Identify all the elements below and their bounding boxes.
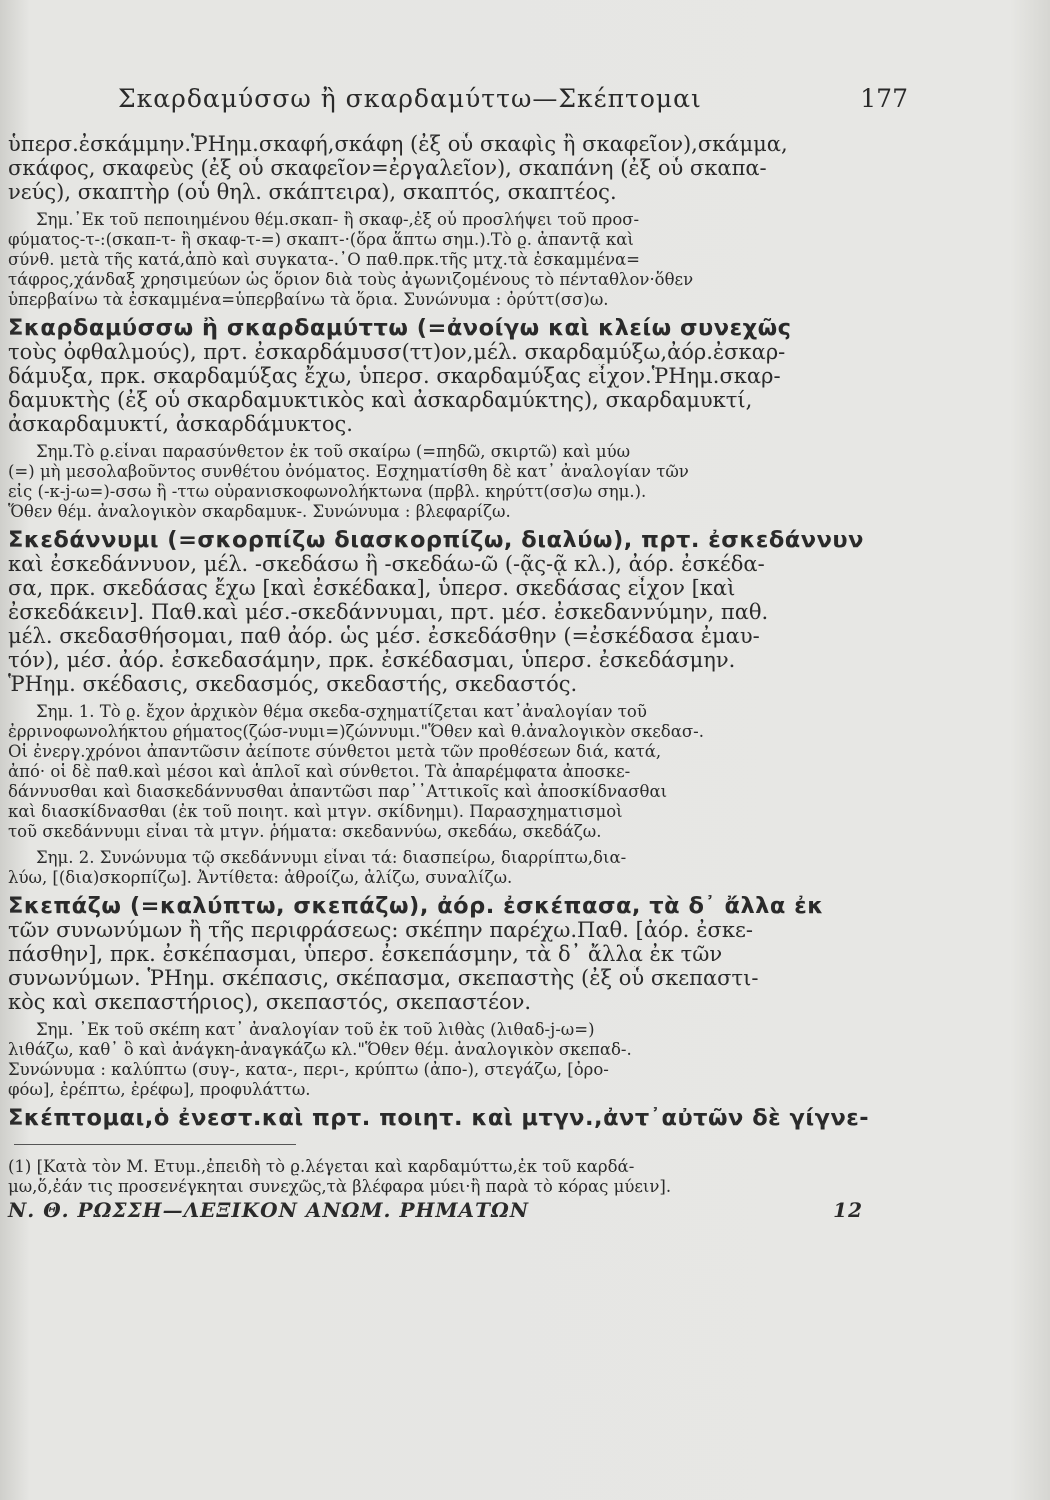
- text-line: κὸς καὶ σκεπαστήριος), σκεπαστός, σκεπαστέον.: [8, 990, 532, 1014]
- note-line: λύω, [(δια)σκορπίζω]. Ἀντίθετα: ἀθροίζω, ἀλίζω, συναλίζω.: [8, 868, 513, 887]
- note-line: Σημ. 2. Συνώνυμα τῷ σκεδάννυμι εἶναι τά: διασπείρω, διαρρίπτω,δια-: [36, 848, 627, 867]
- text-line: νεύς), σκαπτὴρ (οὗ θηλ. σκάπτειρα), σκαπτός, σκαπτέος.: [8, 180, 617, 204]
- page-header: [118, 84, 908, 113]
- note-line: φόω], ἐρέπτω, ἐρέφω], προφυλάττω.: [8, 1080, 311, 1099]
- page-number: 177: [860, 84, 908, 113]
- note-line: Σημ.᾽Εκ τοῦ πεποιημένου θέμ.σκαπ- ἢ σκαφ-,ἐξ οὗ προσλήψει τοῦ προσ-: [36, 210, 640, 229]
- text-line: συνωνύμων. ῬΗημ. σκέπασις, σκέπασμα, σκεπαστὴς (ἐξ οὗ σκεπαστι-: [8, 966, 759, 990]
- text-line: δάμυξα, πρκ. σκαρδαμύξας ἔχω, ὑπερσ. σκαρδαμύξας εἶχον.ῬΗημ.σκαρ-: [8, 364, 781, 388]
- note-line: ὑπερβαίνω τὰ ἐσκαμμένα=ὑπερβαίνω τὰ ὅρια. Συνώνυμα : ὀρύττ(σσ)ω.: [8, 290, 609, 309]
- text-line: ἐσκεδάκειν]. Παθ.καὶ μέσ.-σκεδάννυμαι, πρτ. μέσ. ἐσκεδαννύμην, παθ.: [8, 600, 769, 624]
- text-line: τοὺς ὀφθαλμούς), πρτ. ἐσκαρδάμυσσ(ττ)ον,μέλ. σκαρδαμύξω,ἀόρ.ἐσκαρ-: [8, 340, 786, 364]
- note-line: δάννυσθαι καὶ διασκεδάννυσθαι ἀπαντῶσι παρ᾽᾽Αττικοῖς καὶ ἀποσκίδνασθαι: [8, 782, 668, 801]
- note-line: Οἱ ἐνεργ.χρόνοι ἀπαντῶσιν ἀείποτε σύνθετοι μετὰ τῶν προθέσεων διά, κατά,: [8, 742, 662, 761]
- text-line: τόν), μέσ. ἀόρ. ἐσκεδασάμην, πρκ. ἐσκέδασμαι, ὑπερσ. ἐσκεδάσμην.: [8, 648, 736, 672]
- dictionary-text: [8, 132, 1008, 1223]
- footnote-rule: [14, 1144, 296, 1145]
- text-line: ἀσκαρδαμυκτί, ἀσκαρδάμυκτος.: [8, 412, 353, 436]
- note-line: Συνώνυμα : καλύπτω (συγ-, κατα-, περι-, κρύπτω (ἀπο-), στεγάζω, [ὀρο-: [8, 1060, 609, 1079]
- entry-headword-line: Σκεπάζω (=καλύπτω, σκεπάζω), ἀόρ. ἐσκέπασα, τὰ δ᾽ ἄλλα ἐκ: [8, 894, 824, 918]
- note-line: Σημ. 1. Τὸ ϱ. ἔχον ἀρχικὸν θέμα σκεδα-σχηματίζεται κατ᾽ἀναλογίαν τοῦ: [36, 702, 647, 721]
- text-line: δαμυκτὴς (ἐξ οὗ σκαρδαμυκτικὸς καὶ ἀσκαρδαμύκτης), σκαρδαμυκτί,: [8, 388, 753, 412]
- note-line: εἰς (-κ-j-ω=)-σσω ἢ -ττω οὐρανισκοφωνολήκτωνα (πρβλ. κηρύττ(σσ)ω σημ.).: [8, 482, 647, 501]
- footnote-line: (1) [Κατὰ τὸν Μ. Ετυμ.,ἐπειδὴ τὸ ϱ.λέγεται καὶ καρδαμύττω,ἐκ τοῦ καρδά-: [8, 1157, 635, 1176]
- text-line: τῶν συνωνύμων ἢ τῆς περιφράσεως: σκέπην παρέχω.Παθ. [ἀόρ. ἐσκε-: [8, 918, 753, 942]
- footnote-line: μω,ὅ,ἐάν τις προσενέγκηται συνεχῶς,τὰ βλέφαρα μύει·ἢ παρὰ τὸ κόρας μύειν].: [8, 1177, 672, 1196]
- note-line: (=) μὴ μεσολαβοῦντος συνθέτου ὀνόματος. Εσχηματίσθη δὲ κατ᾽ ἀναλογίαν τῶν: [8, 462, 689, 481]
- entry-headword-line: Σκεδάννυμι (=σκορπίζω διασκορπίζω, διαλύω), πρτ. ἐσκεδάννυν: [8, 528, 864, 552]
- text-line: σκάφος, σκαφεὺς (ἐξ οὗ σκαφεῖον=ἐργαλεῖον), σκαπάνη (ἐξ οὗ σκαπα-: [8, 156, 767, 180]
- note-line: Σημ. ᾽Εκ τοῦ σκέπη κατ᾽ ἀναλογίαν τοῦ ἐκ τοῦ λιθὰς (λιθαδ-j-ω=): [36, 1020, 595, 1039]
- note-line: Ὅθεν θέμ. ἀναλογικὸν σκαρδαμυκ-. Συνώνυμα : βλεφαρίζω.: [8, 502, 511, 521]
- running-title: Σκαρδαμύσσω ἢ σκαρδαμύττω—Σκέπτομαι: [118, 84, 702, 113]
- note-line: λιθάζω, καθ᾽ ὃ καὶ ἀνάγκη-ἀναγκάζω κλ."Ὅθεν θέμ. ἀναλογικὸν σκεπαδ-.: [8, 1040, 632, 1059]
- note-line: σύνθ. μετὰ τῆς κατά,ἀπὸ καὶ συγκατα-.᾽Ο παθ.πρκ.τῆς μτχ.τὰ ἐσκαμμένα=: [8, 250, 641, 269]
- note-line: ἐρρινοφωνολήκτου ϱήματος(ζώσ-νυμι=)ζώννυμι."Ὅθεν καὶ θ.ἀναλογικὸν σκεδασ-.: [8, 722, 704, 741]
- text-line: ὑπερσ.ἐσκάμμην.ῬΗημ.σκαφή,σκάφη (ἐξ οὗ σκαφὶς ἢ σκαφεῖον),σκάμμα,: [8, 132, 788, 156]
- note-line: Σημ.Τὸ ϱ.εἶναι παρασύνθετον ἐκ τοῦ σκαίρω (=πηδῶ, σκιρτῶ) καὶ μύω: [36, 442, 631, 461]
- text-line: ῬΗημ. σκέδασις, σκεδασμός, σκεδαστής, σκεδαστός.: [8, 672, 578, 696]
- text-line: μέλ. σκεδασθήσομαι, παθ ἀόρ. ὡς μέσ. ἐσκεδάσθην (=ἐσκέδασα ἐμαυ-: [8, 624, 760, 648]
- sheet-number: 12: [833, 1198, 863, 1222]
- text-line: καὶ ἐσκεδάννυον, μέλ. -σκεδάσω ἢ -σκεδάω-ῶ (-ᾷς-ᾷ κλ.), ἀόρ. ἐσκέδα-: [8, 552, 765, 576]
- note-line: ἀπό· οἱ δὲ παθ.καὶ μέσοι καὶ ἁπλοῖ καὶ σύνθετοι. Τὰ ἀπαρέμφατα ἀποσκε-: [8, 762, 631, 781]
- note-line: καὶ διασκίδνασθαι (ἐκ τοῦ ποιητ. καὶ μτγν. σκίδνημι). Παρασχηματισμοὶ: [8, 802, 623, 821]
- page-footer: [8, 1197, 863, 1223]
- note-line: φύματος-τ-:(σκαπ-τ- ἢ σκαφ-τ-=) σκαπτ-·(ὅρα ἅπτω σημ.).Τὸ ϱ. ἀπαντᾷ καὶ: [8, 230, 634, 249]
- book-title: Ν. Θ. ΡΩΣΣΗ—ΛΕΞΙΚΟΝ ΑΝΩΜ. ΡΗΜΑΤΩΝ: [8, 1198, 530, 1222]
- entry-headword-line: Σκέπτομαι,ὁ ἐνεστ.καὶ πρτ. ποιητ. καὶ μτγν.,ἀντ᾽αὐτῶν δὲ γίγνε-: [8, 1106, 870, 1130]
- text-line: πάσθην], πρκ. ἐσκέπασμαι, ὑπερσ. ἐσκεπάσμην, τὰ δ᾽ ἄλλα ἐκ τῶν: [8, 942, 723, 966]
- text-line: σα, πρκ. σκεδάσας ἔχω [καὶ ἐσκέδακα], ὑπερσ. σκεδάσας εἶχον [καὶ: [8, 576, 736, 600]
- note-line: τάφρος,χάνδαξ χρησιμεύων ὡς ὅριον διὰ τοὺς ἀγωνιζομένους τὸ πένταθλον·ὅθεν: [8, 270, 694, 289]
- entry-headword-line: Σκαρδαμύσσω ἢ σκαρδαμύττω (=ἀνοίγω καὶ κλείω συνεχῶς: [8, 316, 792, 340]
- note-line: τοῦ σκεδάννυμι εἶναι τὰ μτγν. ῥήματα: σκεδαννύω, σκεδάω, σκεδάζω.: [8, 822, 602, 841]
